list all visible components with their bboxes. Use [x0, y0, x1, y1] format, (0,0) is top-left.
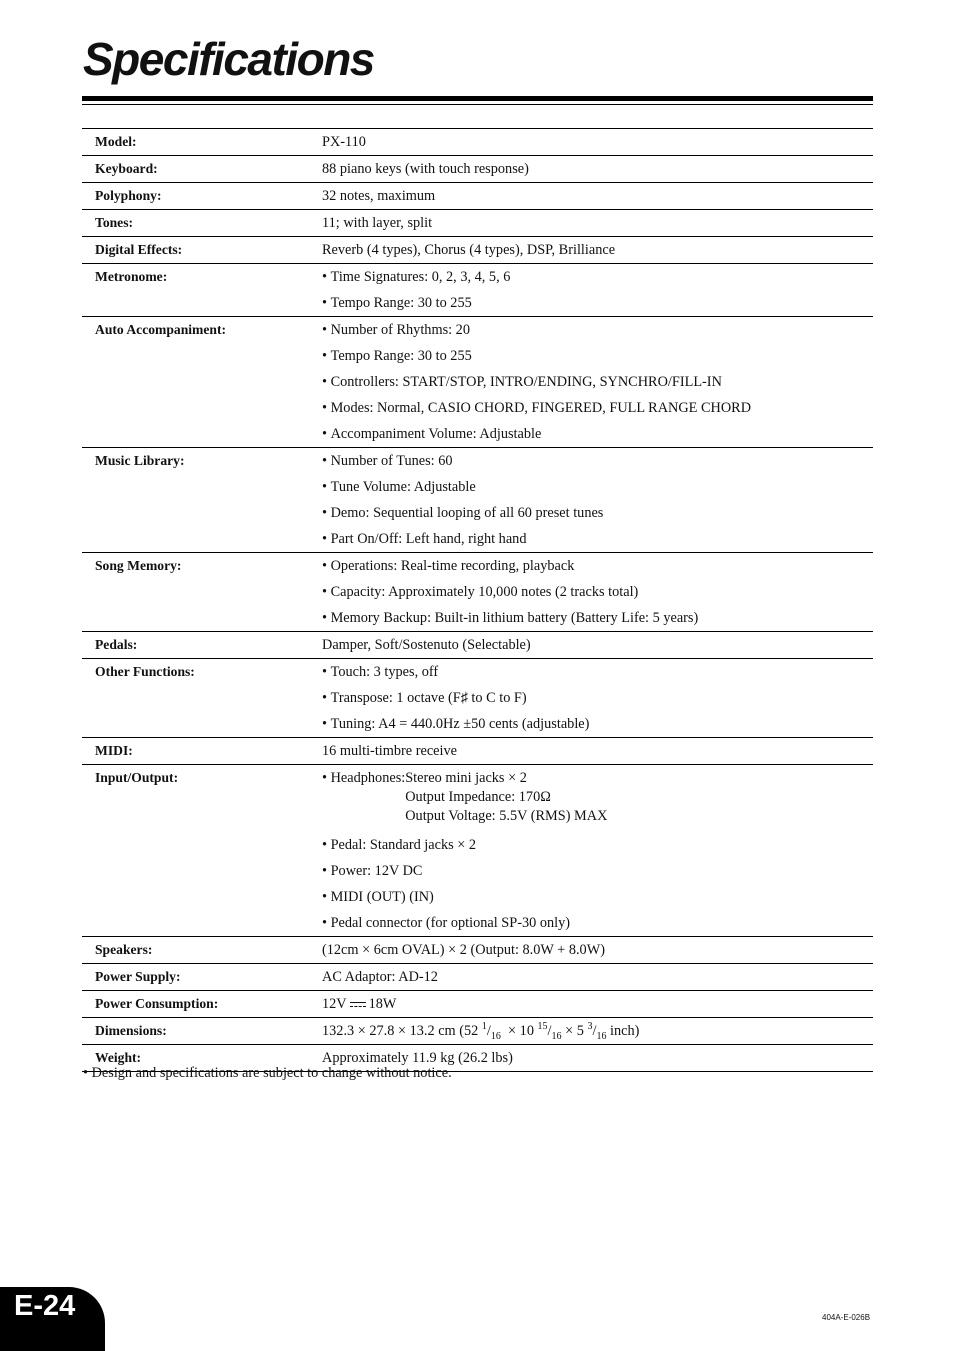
spec-bullet-item: • Touch: 3 types, off [322, 659, 873, 685]
spec-row-model [82, 129, 873, 156]
spec-label: Auto Accompaniment: [95, 322, 227, 337]
spec-bullet-item: • Tempo Range: 30 to 255 [322, 343, 873, 369]
spec-bullet-item: • Memory Backup: Built-in lithium battery (Battery Life: 5 years) [322, 605, 873, 631]
spec-value [322, 264, 873, 317]
spec-label: Speakers: [95, 942, 153, 957]
spec-row-power-consumption [82, 991, 873, 1018]
dimensions-metric: 132.3 × 27.8 × 13.2 cm [322, 1023, 456, 1039]
spec-value: 132.3 × 27.8 × 13.2 cm (52 $^1/_{16} \times 10$ $^{15}/_{16} \times 5$ $^3/_{16}$ inch) [322, 1021, 640, 1042]
spec-bullet-item: • Transpose: 1 octave (F♯ to C to F) [322, 685, 873, 711]
spec-bullet-item: • Pedal connector (for optional SP-30 only) [322, 910, 873, 936]
headphones-spec [322, 765, 873, 832]
spec-row-metronome [82, 264, 873, 317]
spec-bullet-item: • Tempo Range: 30 to 255 [322, 290, 873, 316]
dc-symbol-icon [350, 1001, 366, 1009]
spec-value [322, 765, 873, 937]
spec-label: Music Library: [95, 453, 185, 468]
spec-row-pedals [82, 632, 873, 659]
spec-label: Input/Output: [95, 770, 179, 785]
headphones-label: • Headphones: [322, 769, 405, 826]
spec-label: Weight: [95, 1050, 142, 1065]
spec-value: 16 multi-timbre receive [322, 743, 457, 759]
page-title: Specifications [83, 33, 374, 85]
dim-height-whole: 5 [576, 1023, 584, 1039]
spec-row-midi [82, 738, 873, 765]
spec-row-music-library [82, 448, 873, 553]
spec-row-auto-accompaniment [82, 317, 873, 448]
spec-row-power-supply [82, 964, 873, 991]
spec-value: Damper, Soft/Sostenuto (Selectable) [322, 637, 531, 653]
dim-height-den: 16 [596, 1030, 607, 1042]
spec-value [322, 991, 873, 1018]
spec-label: Keyboard: [95, 161, 158, 176]
spec-bullet-item: • Accompaniment Volume: Adjustable [322, 421, 873, 447]
dim-depth-whole: 10 [519, 1023, 534, 1039]
dim-width-den: 16 [490, 1030, 501, 1042]
spec-row-speakers [82, 937, 873, 964]
spec-bullet-item: • Number of Rhythms: 20 [322, 317, 873, 343]
spec-label: Power Supply: [95, 969, 181, 984]
dim-depth-num: 15 [537, 1021, 548, 1033]
spec-bullet-item: • Capacity: Approximately 10,000 notes (2 tracks total) [322, 579, 873, 605]
spec-value: 11; with layer, split [322, 215, 433, 231]
document-code: 404A-E-026B [822, 1313, 871, 1322]
spec-bullet-item: • Power: 12V DC [322, 858, 873, 884]
specifications-table [82, 128, 873, 1072]
voltage-value: 12V [322, 996, 347, 1012]
spec-value: AC Adaptor: AD-12 [322, 969, 438, 985]
dim-width-whole: 52 [464, 1023, 479, 1039]
footnote: • Design and specifications are subject to change without notice. [83, 1065, 452, 1081]
spec-value [322, 448, 873, 553]
spec-value: 88 piano keys (with touch response) [322, 161, 529, 177]
spec-label: Polyphony: [95, 188, 162, 203]
spec-bullet-item: • Part On/Off: Left hand, right hand [322, 526, 873, 552]
spec-value: Reverb (4 types), Chorus (4 types), DSP, Brilliance [322, 242, 616, 258]
spec-row-dimensions [82, 1018, 873, 1045]
spec-label: Dimensions: [95, 1023, 167, 1038]
spec-row-digital-effects [82, 237, 873, 264]
spec-label: Other Functions: [95, 664, 195, 679]
page-number: E-24 [14, 1290, 76, 1322]
spec-value [322, 659, 873, 738]
spec-row-tones [82, 210, 873, 237]
spec-label: Metronome: [95, 269, 168, 284]
spec-value [322, 553, 873, 632]
dim-width-num: 1 [481, 1021, 487, 1033]
spec-bullet-item: • MIDI (OUT) (IN) [322, 884, 873, 910]
wattage-value: 18W [368, 996, 397, 1012]
spec-value: (12cm × 6cm OVAL) × 2 (Output: 8.0W + 8.0W) [322, 942, 605, 958]
spec-label: MIDI: [95, 743, 133, 758]
spec-bullet-item: • Number of Tunes: 60 [322, 448, 873, 474]
spec-row-other-functions [82, 659, 873, 738]
spec-label: Digital Effects: [95, 242, 183, 257]
spec-value [322, 317, 873, 448]
spec-bullet-item: • Modes: Normal, CASIO CHORD, FINGERED, FULL RANGE CHORD [322, 395, 873, 421]
spec-row-polyphony [82, 183, 873, 210]
spec-value: PX-110 [322, 134, 366, 150]
spec-value: 32 notes, maximum [322, 188, 436, 204]
spec-label: Pedals: [95, 637, 138, 652]
dim-unit: inch [610, 1023, 635, 1039]
spec-bullet-item: • Tune Volume: Adjustable [322, 474, 873, 500]
spec-row-keyboard [82, 156, 873, 183]
spec-bullet-item: • Tuning: A4 = 440.0Hz ±50 cents (adjustable) [322, 711, 873, 737]
title-rule-thin [82, 104, 873, 105]
spec-row-song-memory [82, 553, 873, 632]
spec-label: Song Memory: [95, 558, 182, 573]
spec-bullet-item: • Operations: Real-time recording, playback [322, 553, 873, 579]
spec-label: Power Consumption: [95, 996, 219, 1011]
title-rule-thick [82, 96, 873, 101]
spec-bullet-item: • Controllers: START/STOP, INTRO/ENDING, SYNCHRO/FILL-IN [322, 369, 873, 395]
dim-height-num: 3 [587, 1021, 593, 1033]
headphones-details [405, 769, 607, 826]
spec-bullet-item: • Pedal: Standard jacks × 2 [322, 832, 873, 858]
spec-bullet-item: • Time Signatures: 0, 2, 3, 4, 5, 6 [322, 264, 873, 290]
headphones-line: Output Voltage: 5.5V (RMS) MAX [405, 808, 608, 824]
headphones-line: Output Impedance: 170Ω [405, 789, 551, 805]
headphones-line: Stereo mini jacks × 2 [405, 770, 527, 786]
dim-depth-den: 16 [551, 1030, 562, 1042]
spec-value: Approximately 11.9 kg (26.2 lbs) [322, 1050, 513, 1066]
spec-row-input-output [82, 765, 873, 937]
spec-label: Tones: [95, 215, 134, 230]
spec-label: Model: [95, 134, 137, 149]
spec-bullet-item: • Demo: Sequential looping of all 60 preset tunes [322, 500, 873, 526]
